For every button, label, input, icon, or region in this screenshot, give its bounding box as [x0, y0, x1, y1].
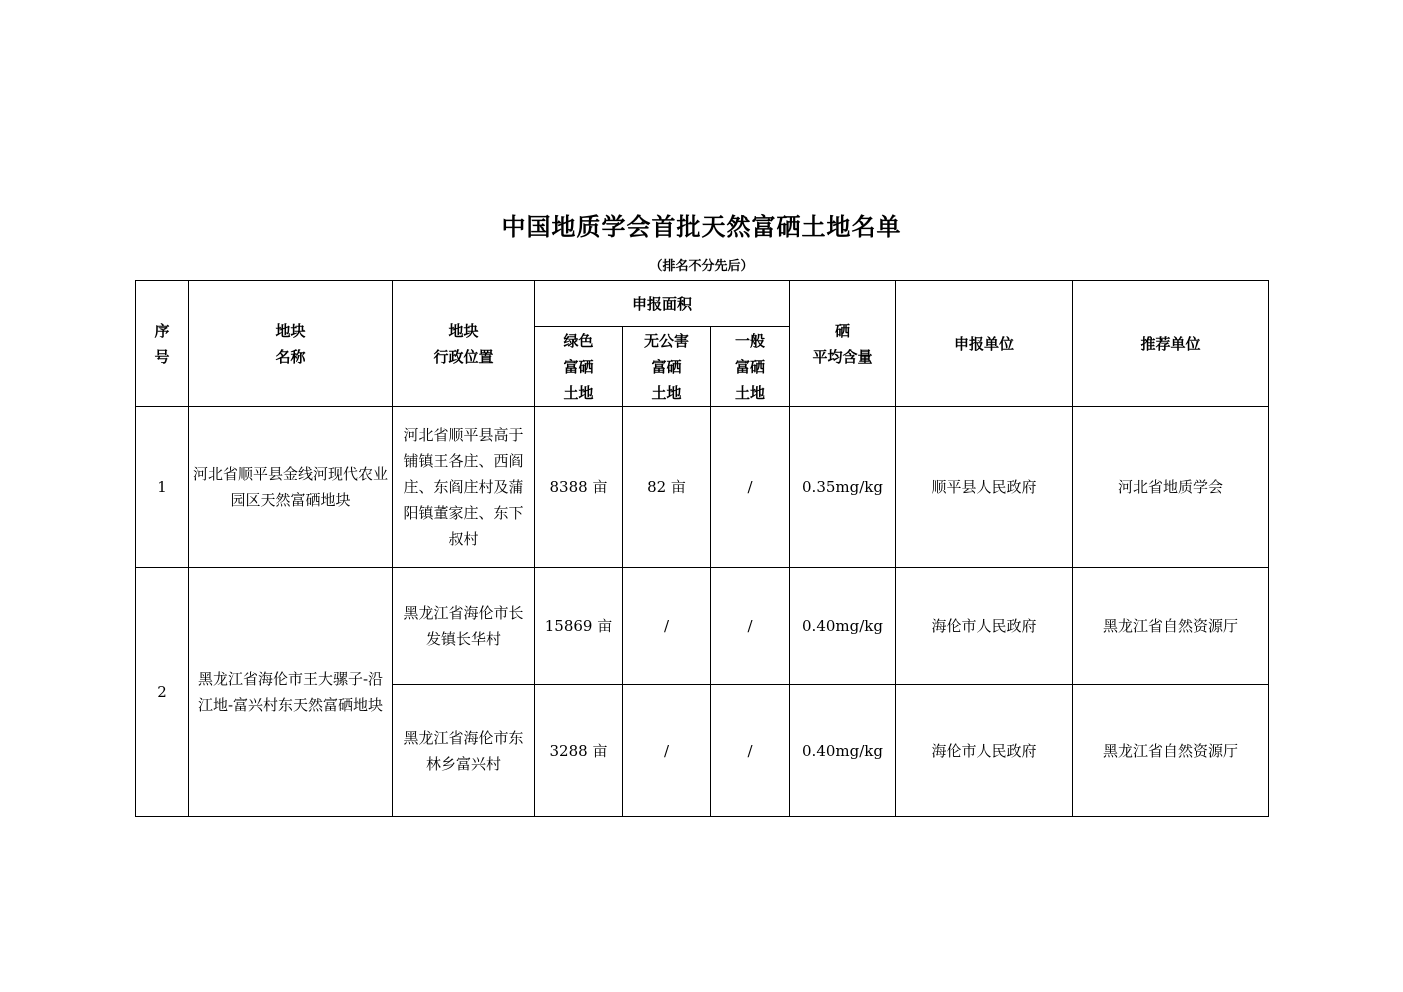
cell-general: /: [711, 407, 790, 568]
header-nonpollution-line3: 土地: [651, 383, 682, 402]
header-green-line3: 土地: [563, 383, 594, 402]
cell-selenium: 0.40mg/kg: [790, 568, 896, 685]
cell-general: /: [711, 685, 790, 817]
header-location: [393, 281, 535, 407]
header-location-line1: 地块: [448, 321, 479, 340]
header-recommender: 推荐单位: [1073, 281, 1269, 407]
header-general: [711, 327, 790, 407]
cell-applicant: 顺平县人民政府: [896, 407, 1073, 568]
header-green-line2: 富硒: [563, 357, 594, 376]
header-general-line1: 一般: [735, 331, 766, 350]
header-name-line1: 地块: [275, 321, 306, 340]
cell-applicant: 海伦市人民政府: [896, 685, 1073, 817]
cell-nonpollution: /: [623, 685, 711, 817]
cell-seq: 1: [136, 407, 189, 568]
cell-selenium: 0.40mg/kg: [790, 685, 896, 817]
header-selenium-line2: 平均含量: [812, 347, 873, 366]
cell-selenium: 0.35mg/kg: [790, 407, 896, 568]
cell-recommender: 黑龙江省自然资源厅: [1073, 568, 1269, 685]
header-seq-line1: 序: [154, 321, 170, 340]
cell-location: 黑龙江省海伦市东林乡富兴村: [393, 685, 535, 817]
header-name: [189, 281, 393, 407]
cell-nonpollution: /: [623, 568, 711, 685]
cell-applicant: 海伦市人民政府: [896, 568, 1073, 685]
cell-green: 3288 亩: [535, 685, 623, 817]
header-nonpollution-line1: 无公害: [643, 331, 689, 350]
cell-nonpollution: 82 亩: [623, 407, 711, 568]
header-area-group: 申报面积: [535, 281, 790, 327]
header-selenium: [790, 281, 896, 407]
cell-recommender: 河北省地质学会: [1073, 407, 1269, 568]
header-nonpollution-line2: 富硒: [651, 357, 682, 376]
cell-location: 黑龙江省海伦市长发镇长华村: [393, 568, 535, 685]
header-seq-line2: 号: [154, 347, 170, 366]
cell-green: 15869 亩: [535, 568, 623, 685]
document-title: 中国地质学会首批天然富硒土地名单: [501, 213, 902, 241]
header-general-line2: 富硒: [735, 357, 766, 376]
header-green-line1: 绿色: [563, 331, 594, 350]
header-seq: [136, 281, 189, 407]
table-row: [136, 568, 1269, 685]
document-subtitle: （排名不分先后）: [649, 259, 754, 274]
cell-name: 河北省顺平县金线河现代农业园区天然富硒地块: [189, 407, 393, 568]
header-applicant: 申报单位: [896, 281, 1073, 407]
header-nonpollution: [623, 327, 711, 407]
header-general-line3: 土地: [735, 383, 766, 402]
header-name-line2: 名称: [275, 347, 306, 366]
header-selenium-line1: 硒: [835, 321, 851, 340]
selenium-land-table: [135, 280, 1269, 817]
cell-recommender: 黑龙江省自然资源厅: [1073, 685, 1269, 817]
cell-name: 黑龙江省海伦市王大骡子-沿江地-富兴村东天然富硒地块: [189, 568, 393, 817]
header-green: [535, 327, 623, 407]
cell-seq: 2: [136, 568, 189, 817]
cell-location: 河北省顺平县高于铺镇王各庄、西阎庄、东阎庄村及蒲阳镇董家庄、东下叔村: [393, 407, 535, 568]
cell-green: 8388 亩: [535, 407, 623, 568]
cell-general: /: [711, 568, 790, 685]
table-row: [136, 407, 1269, 568]
header-location-line2: 行政位置: [433, 347, 494, 366]
